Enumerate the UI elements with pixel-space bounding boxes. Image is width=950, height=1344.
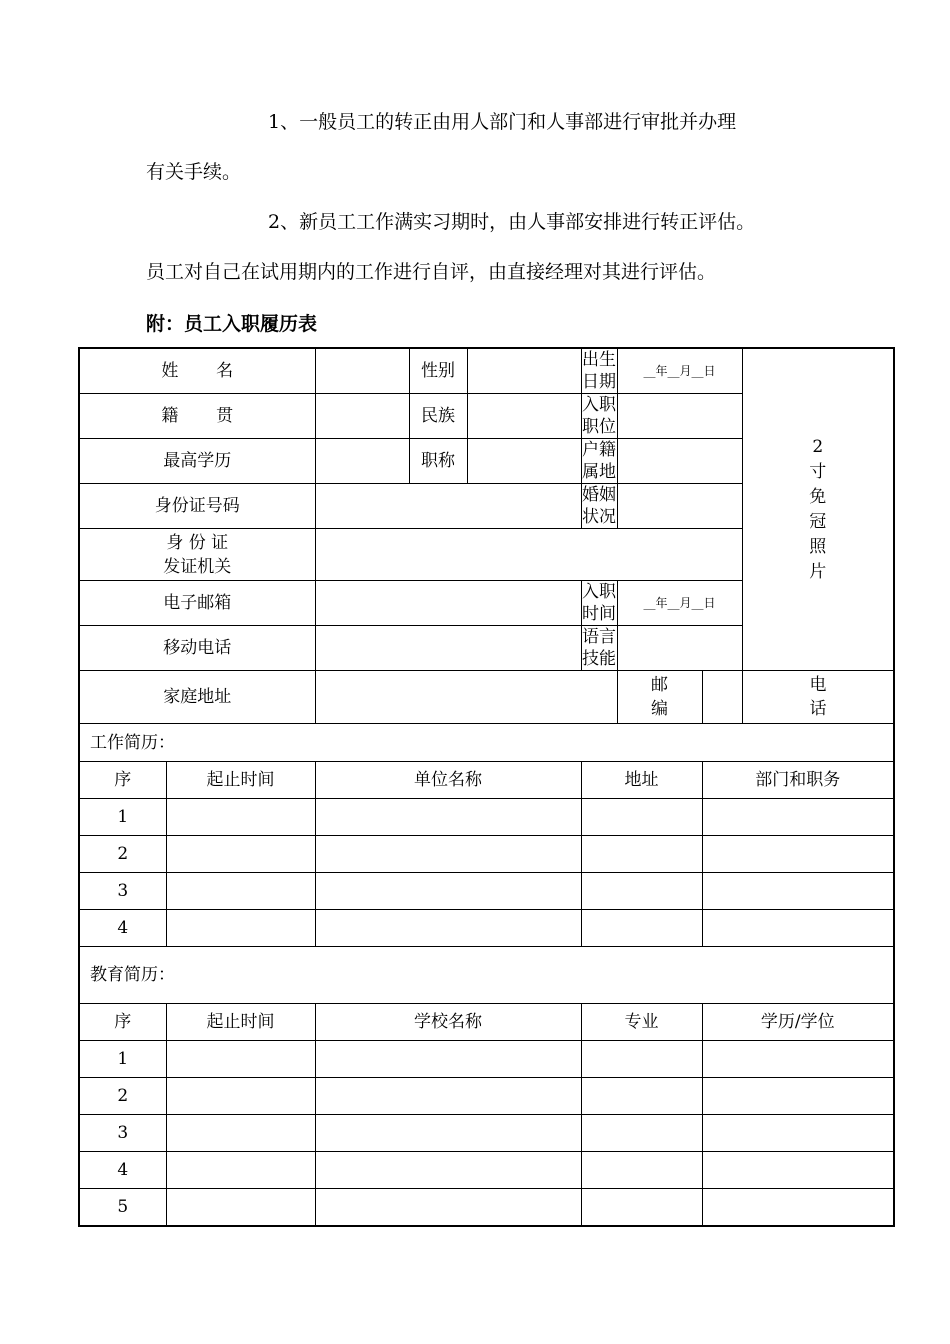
edu-header-seq: 序: [79, 1004, 166, 1041]
edu-major-cell[interactable]: [581, 1041, 702, 1078]
edu-major-cell[interactable]: [581, 1115, 702, 1152]
edu-row-seq: 4: [79, 1152, 166, 1189]
work-address-cell[interactable]: [581, 799, 702, 836]
table-row: [79, 1189, 894, 1226]
edu-school-cell[interactable]: [315, 1189, 581, 1226]
row-name: [79, 348, 894, 394]
edu-header-degree: 学历/学位: [702, 1004, 894, 1041]
education-header-row: [79, 1004, 894, 1041]
email-label: 电子邮箱: [79, 581, 315, 626]
gender-label: 性别: [409, 348, 467, 394]
edu-value[interactable]: [315, 439, 409, 484]
work-row-seq: 1: [79, 799, 166, 836]
name-label: 姓 名: [79, 348, 315, 394]
title-value[interactable]: [467, 439, 581, 484]
edu-school-cell[interactable]: [315, 1078, 581, 1115]
edu-period-cell[interactable]: [166, 1189, 315, 1226]
phone-label-1: 电: [809, 675, 827, 695]
work-header-seq: 序: [79, 762, 166, 799]
id-label: 身份证号码: [79, 484, 315, 529]
photo-label-3: 免: [809, 486, 827, 507]
edu-header-major: 专业: [581, 1004, 702, 1041]
photo-label-2: 寸: [809, 461, 827, 482]
work-address-cell[interactable]: [581, 873, 702, 910]
edu-degree-cell[interactable]: [702, 1078, 894, 1115]
join-value[interactable]: __年__月__日: [617, 581, 742, 626]
work-header-address: 地址: [581, 762, 702, 799]
phone-label: [742, 671, 894, 724]
photo-label-5: 照: [809, 536, 827, 557]
education-section-row: [79, 947, 894, 1004]
edu-row-seq: 5: [79, 1189, 166, 1226]
phone-label-2: 话: [809, 699, 827, 719]
work-company-cell[interactable]: [315, 799, 581, 836]
edu-period-cell[interactable]: [166, 1115, 315, 1152]
work-dept-cell[interactable]: [702, 873, 894, 910]
work-company-cell[interactable]: [315, 873, 581, 910]
edu-school-cell[interactable]: [315, 1115, 581, 1152]
table-row: [79, 1115, 894, 1152]
edu-major-cell[interactable]: [581, 1078, 702, 1115]
position-value[interactable]: [617, 394, 742, 439]
gender-value[interactable]: [467, 348, 581, 394]
edu-degree-cell[interactable]: [702, 1189, 894, 1226]
table-row: [79, 799, 894, 836]
edu-major-cell[interactable]: [581, 1189, 702, 1226]
id-value[interactable]: [315, 484, 581, 529]
edu-row-seq: 3: [79, 1115, 166, 1152]
edu-label: 最高学历: [79, 439, 315, 484]
title-label: 职称: [409, 439, 467, 484]
table-row: [79, 1078, 894, 1115]
table-row: [79, 1152, 894, 1189]
edu-header-period: 起止时间: [166, 1004, 315, 1041]
mobile-label: 移动电话: [79, 626, 315, 671]
work-row-seq: 4: [79, 910, 166, 947]
row-address: [79, 671, 894, 724]
edu-period-cell[interactable]: [166, 1041, 315, 1078]
table-row: [79, 836, 894, 873]
position-label: 入职职位: [582, 395, 617, 437]
id-office-label: [79, 529, 315, 581]
lang-value[interactable]: [617, 626, 742, 671]
ethnic-label: 民族: [409, 394, 467, 439]
paragraph-2-line-2: 员工对自己在试用期内的工作进行自评，由直接经理对其进行评估。: [146, 261, 717, 283]
address-label: 家庭地址: [79, 671, 315, 724]
ethnic-value[interactable]: [467, 394, 581, 439]
postcode-label-1: 邮: [651, 675, 669, 695]
work-period-cell[interactable]: [166, 910, 315, 947]
marital-label: 婚姻状况: [582, 485, 617, 527]
id-office-line-1: 身 份 证: [166, 532, 229, 553]
photo-label-1: 2: [812, 436, 824, 457]
email-value[interactable]: [315, 581, 581, 626]
work-header-dept: 部门和职务: [702, 762, 894, 799]
hukou-value[interactable]: [617, 439, 742, 484]
edu-row-seq: 2: [79, 1078, 166, 1115]
work-company-cell[interactable]: [315, 910, 581, 947]
edu-header-school: 学校名称: [315, 1004, 581, 1041]
edu-degree-cell[interactable]: [702, 1115, 894, 1152]
employee-resume-form: [78, 347, 895, 1227]
table-row: [79, 1041, 894, 1078]
education-section-label: 教育简历：: [79, 947, 894, 1004]
marital-value[interactable]: [617, 484, 742, 529]
native-value[interactable]: [315, 394, 409, 439]
birth-value[interactable]: __年__月__日: [617, 348, 742, 394]
work-period-cell[interactable]: [166, 836, 315, 873]
name-value[interactable]: [315, 348, 409, 394]
work-section-row: [79, 724, 894, 762]
photo-box: [742, 348, 894, 671]
postcode-label-2: 编: [651, 699, 669, 719]
work-section-label: 工作简历：: [79, 724, 894, 762]
lang-label: 语言技能: [582, 627, 617, 669]
work-address-cell[interactable]: [581, 910, 702, 947]
birth-label: 出生日期: [582, 350, 617, 392]
postcode-value[interactable]: [702, 671, 742, 724]
work-row-seq: 3: [79, 873, 166, 910]
mobile-value[interactable]: [315, 626, 581, 671]
paragraph-2-line-1: 2、新员工工作满实习期时，由人事部安排进行转正评估。: [268, 211, 756, 233]
work-dept-cell[interactable]: [702, 799, 894, 836]
edu-school-cell[interactable]: [315, 1152, 581, 1189]
join-label: 入职时间: [582, 582, 617, 624]
work-company-cell[interactable]: [315, 836, 581, 873]
work-dept-cell[interactable]: [702, 836, 894, 873]
form-title: 附：员工入职履历表: [146, 313, 318, 335]
edu-school-cell[interactable]: [315, 1041, 581, 1078]
work-address-cell[interactable]: [581, 836, 702, 873]
table-row: [79, 910, 894, 947]
edu-row-seq: 1: [79, 1041, 166, 1078]
work-period-cell[interactable]: [166, 799, 315, 836]
photo-label-4: 冠: [809, 511, 827, 532]
work-header-company: 单位名称: [315, 762, 581, 799]
hukou-label: 户籍属地: [582, 440, 617, 482]
address-value[interactable]: [315, 671, 617, 724]
native-label: 籍 贯: [79, 394, 315, 439]
id-office-line-2: 发证机关: [163, 556, 232, 577]
edu-degree-cell[interactable]: [702, 1041, 894, 1078]
work-dept-cell[interactable]: [702, 910, 894, 947]
table-row: [79, 873, 894, 910]
work-header-row: [79, 762, 894, 799]
paragraph-1-line-1: 1、一般员工的转正由用人部门和人事部进行审批并办理: [268, 111, 737, 133]
edu-degree-cell[interactable]: [702, 1152, 894, 1189]
edu-period-cell[interactable]: [166, 1152, 315, 1189]
id-office-value[interactable]: [315, 529, 742, 581]
edu-major-cell[interactable]: [581, 1152, 702, 1189]
work-period-cell[interactable]: [166, 873, 315, 910]
photo-label-6: 片: [809, 561, 827, 582]
work-header-period: 起止时间: [166, 762, 315, 799]
edu-period-cell[interactable]: [166, 1078, 315, 1115]
paragraph-1-line-2: 有关手续。: [146, 161, 242, 183]
work-row-seq: 2: [79, 836, 166, 873]
postcode-label: [617, 671, 702, 724]
